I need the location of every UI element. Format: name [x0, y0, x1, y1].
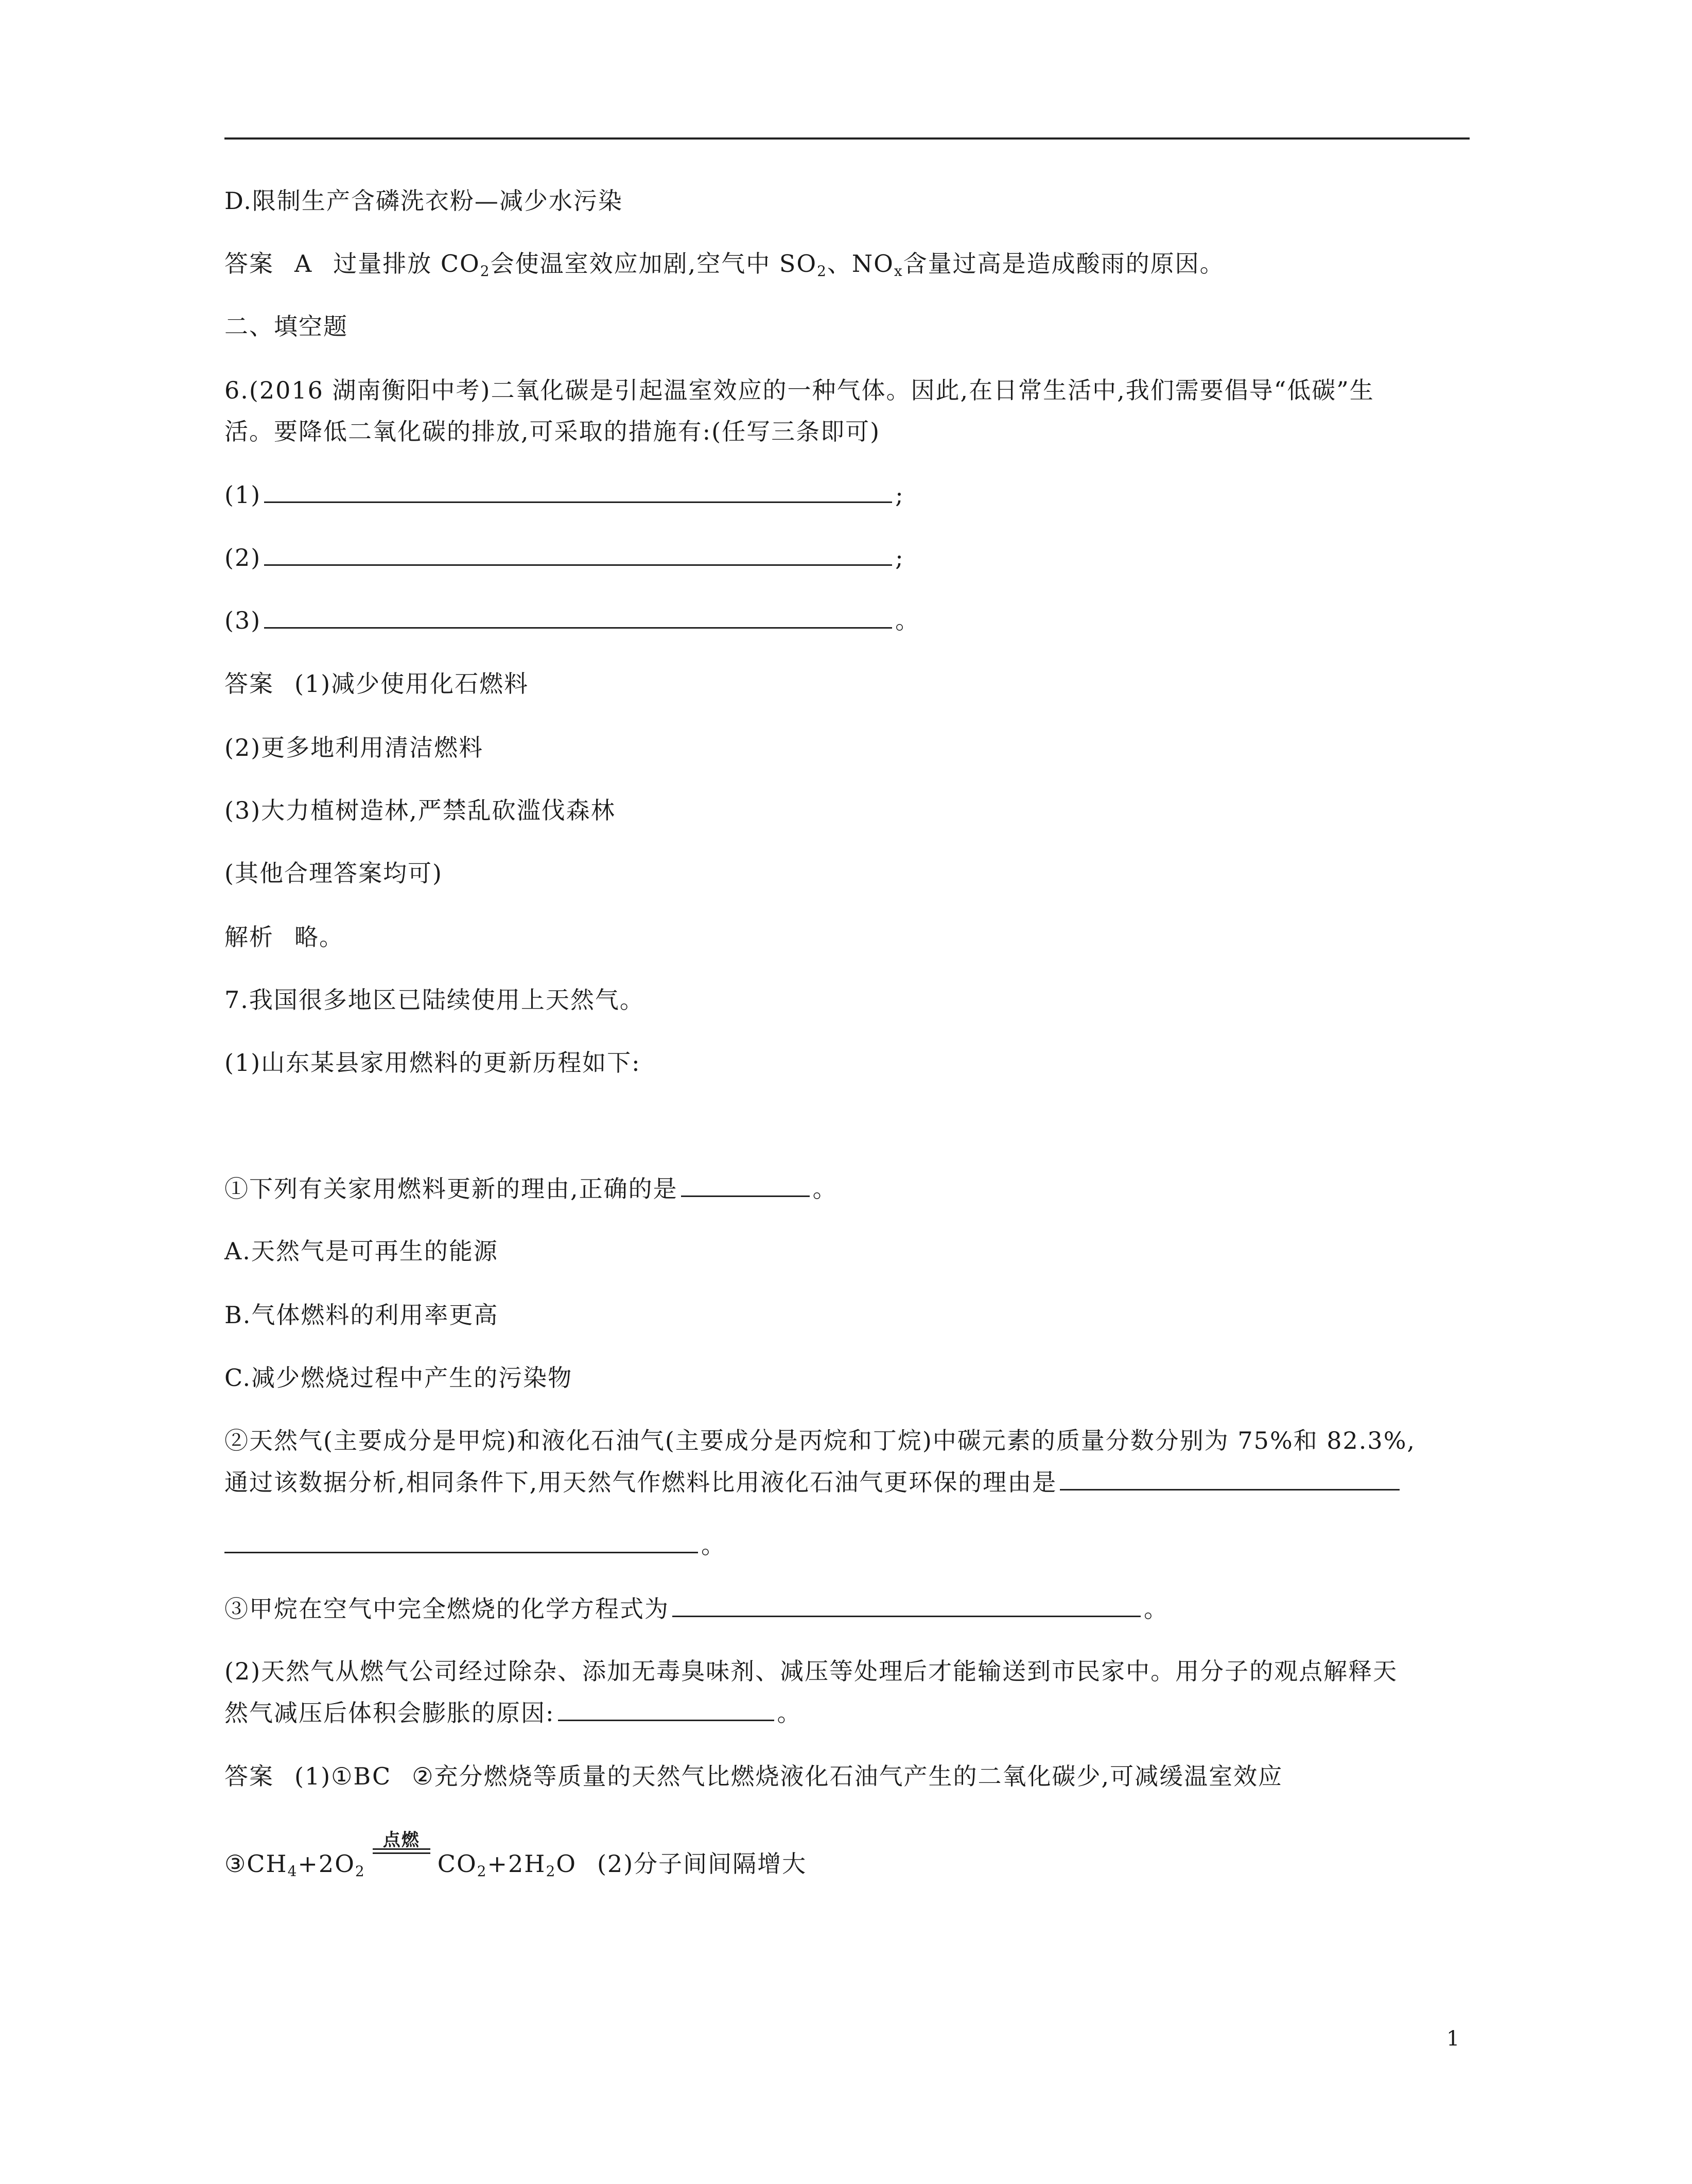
question-6-line-1: 6.(2016 湖南衡阳中考)二氧化碳是引起温室效应的一种气体。因此,在日常生活中,我们需要倡导“低碳”生 — [224, 376, 1374, 404]
answer-blank-5[interactable] — [1060, 1466, 1400, 1490]
answer-text: 、NO — [827, 250, 894, 278]
question-7-item-3 — [224, 1593, 1168, 1624]
subscript: 2 — [355, 1863, 365, 1880]
reaction-condition — [371, 1830, 432, 1872]
subscript: 2 — [546, 1863, 556, 1880]
answer-6-1 — [224, 668, 529, 699]
question-7-part-2-line-2 — [224, 1697, 802, 1728]
item-end: 。 — [777, 1699, 802, 1727]
blank-label: (3) — [224, 606, 261, 634]
option-b: B.气体燃料的利用率更高 — [224, 1301, 499, 1329]
option-a: A.天然气是可再生的能源 — [224, 1237, 498, 1265]
answer-blank-2[interactable] — [264, 542, 892, 566]
answer-text: 过量排放 CO — [333, 250, 480, 278]
subscript: 4 — [287, 1863, 298, 1880]
item-end: 。 — [812, 1175, 838, 1203]
analysis — [224, 922, 344, 952]
blank-row-3 — [224, 604, 920, 636]
answer-6-3: (3)大力植树造林,严禁乱砍滥伐森林 — [224, 796, 616, 824]
section-heading: 二、填空题 — [224, 313, 348, 340]
answer-7-line-1 — [224, 1761, 1283, 1792]
page-number: 1 — [1446, 2027, 1460, 2051]
question-7: 7.我国很多地区已陆续使用上天然气。 — [224, 986, 644, 1014]
blank-end: ; — [895, 481, 904, 509]
answer-5 — [224, 248, 1225, 279]
answer-text: (1)①BC — [294, 1762, 392, 1790]
subscript: 2 — [817, 263, 827, 280]
question-7-item-2-line-1: ②天然气(主要成分是甲烷)和液化石油气(主要成分是丙烷和丁烷)中碳元素的质量分数分别为 75%和 82.3%, — [224, 1427, 1416, 1454]
blank-label: (1) — [224, 481, 261, 509]
answer-text: 会使温室效应加剧,空气中 SO — [490, 250, 817, 278]
answer-6-4: (其他合理答案均可) — [224, 859, 443, 887]
answer-text: ②充分燃烧等质量的天然气比燃烧液化石油气产生的二氧化碳少,可减缓温室效应 — [412, 1762, 1283, 1790]
answer-text: (1)减少使用化石燃料 — [294, 670, 529, 698]
subscript: x — [894, 263, 903, 280]
answer-7-equation — [224, 1830, 807, 1880]
answer-text: (2)分子间间隔增大 — [597, 1850, 807, 1878]
item-text: ③甲烷在空气中完全燃烧的化学方程式为 — [224, 1595, 669, 1623]
subscript: 2 — [477, 1863, 487, 1880]
item-end: 。 — [701, 1531, 726, 1559]
equation-text: CO — [437, 1850, 477, 1878]
item-text: 通过该数据分析,相同条件下,用天然气作燃料比用液化石油气更环保的理由是 — [224, 1468, 1057, 1496]
answer-blank-1[interactable] — [264, 479, 892, 503]
header-rule — [224, 137, 1470, 140]
answer-blank-4[interactable] — [681, 1173, 810, 1197]
answer-blank-5-cont[interactable] — [224, 1529, 698, 1553]
answer-blank-7[interactable] — [558, 1697, 774, 1721]
question-7-item-2-line-3 — [224, 1529, 726, 1561]
answer-label: 答案 — [224, 1762, 274, 1790]
answer-blank-6[interactable] — [672, 1593, 1141, 1617]
blank-row-1 — [224, 479, 904, 510]
question-7-part-2-line-1: (2)天然气从燃气公司经过除杂、添加无毒臭味剂、减压等处理后才能输送到市民家中。用分子的观点解释天 — [224, 1657, 1398, 1685]
equation-text: O — [556, 1850, 577, 1878]
item-text: ①下列有关家用燃料更新的理由,正确的是 — [224, 1175, 678, 1203]
item-text: 然气减压后体积会膨胀的原因: — [224, 1699, 555, 1727]
answer-text: 含量过高是造成酸雨的原因。 — [903, 250, 1225, 278]
answer-6-2: (2)更多地利用清洁燃料 — [224, 734, 484, 761]
option-c: C.减少燃烧过程中产生的污染物 — [224, 1364, 573, 1392]
analysis-text: 略。 — [294, 923, 344, 951]
question-7-part-1: (1)山东某县家用燃料的更新历程如下: — [224, 1049, 641, 1077]
answer-label: 答案 — [224, 670, 274, 698]
condition-label: 点燃 — [382, 1830, 420, 1850]
equation-text: +2O — [298, 1850, 355, 1878]
analysis-label: 解析 — [224, 923, 274, 951]
subscript: 2 — [480, 263, 491, 280]
item-end: 。 — [1144, 1595, 1168, 1623]
blank-row-2 — [224, 542, 904, 573]
question-7-item-1 — [224, 1173, 838, 1204]
blank-end: 。 — [895, 606, 920, 634]
blank-end: ; — [895, 544, 904, 571]
equation-text: ③CH — [224, 1850, 288, 1878]
question-6-line-2: 活。要降低二氧化碳的排放,可采取的措施有:(任写三条即可) — [224, 418, 881, 445]
answer-choice: A — [294, 250, 313, 278]
equation-text: +2H — [487, 1850, 546, 1878]
answer-blank-3[interactable] — [264, 604, 892, 629]
question-7-item-2-line-2 — [224, 1466, 1403, 1498]
answer-label: 答案 — [224, 250, 274, 278]
option-d: D.限制生产含磷洗衣粉—减少水污染 — [224, 187, 623, 215]
blank-label: (2) — [224, 544, 261, 571]
